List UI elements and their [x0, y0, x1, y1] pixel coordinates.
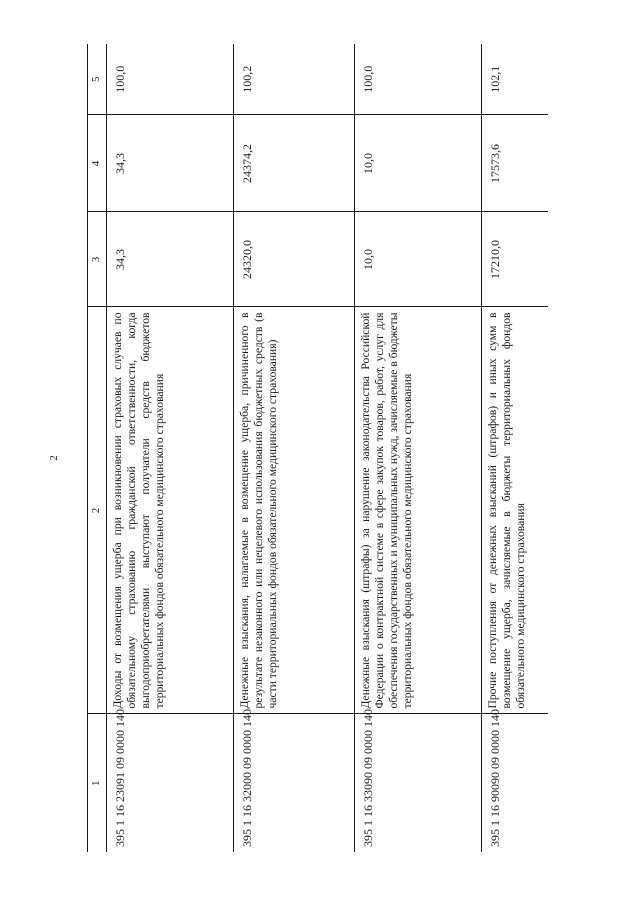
- rotated-table-container: [87, 44, 553, 852]
- table-row: [234, 44, 355, 852]
- header-row: [88, 44, 107, 852]
- header-col-3: 3: [88, 212, 107, 307]
- col5-percent-cell: 100,0: [107, 44, 234, 115]
- table-row: [482, 44, 549, 852]
- col5-percent-cell: 100,0: [355, 44, 482, 115]
- col3-value-cell: 34,3: [107, 212, 234, 307]
- budget-code-cell: 395 1 16 90090 09 0000 140: [482, 714, 549, 852]
- col3-value-cell: 10,0: [355, 212, 482, 307]
- income-name-cell: Прочие поступления от денежных взысканий (штрафов) и иных сумм в возмещение ущерба, зачисляемые в бюджеты территориальных фондов обязательного медицинского страхования: [482, 307, 549, 714]
- income-name-cell: Денежные взыскания, налагаемые в возмещение ущерба, причиненного в результате незаконного или нецелевого использования бюджетных средств (в части территориальных фондов обязательного медицинского страхования): [234, 307, 355, 714]
- table-row: [107, 44, 234, 852]
- header-col-2: 2: [88, 307, 107, 714]
- budget-code-cell: 395 1 16 32000 09 0000 140: [234, 714, 355, 852]
- budget-code-cell: 395 1 16 33090 09 0000 140: [355, 714, 482, 852]
- income-name-cell: Денежные взыскания (штрафы) за нарушение законодательства Российской Федерации о контрактной системе в сфере закупок товаров, работ, услуг для обеспечения государственных и муниципальных нужд, зачисляемые в бюджеты территориальных фондов обязательного медицинского страхования: [355, 307, 482, 714]
- header-col-4: 4: [88, 115, 107, 212]
- col4-value-cell: 24374,2: [234, 115, 355, 212]
- col4-value-cell: 17573,6: [482, 115, 549, 212]
- header-col-1: 1: [88, 714, 107, 852]
- col4-value-cell: 10,0: [355, 115, 482, 212]
- col5-percent-cell: 100,2: [234, 44, 355, 115]
- col3-value-cell: 24320,0: [234, 212, 355, 307]
- col4-value-cell: 34,3: [107, 115, 234, 212]
- header-col-5: 5: [88, 44, 107, 115]
- col3-value-cell: 17210,0: [482, 212, 549, 307]
- budget-code-cell: 395 1 16 23091 09 0000 140: [107, 714, 234, 852]
- income-name-cell: Доходы от возмещения ущерба при возникновении страховых случаев по обязательному страхованию гражданской ответственности, когда выгодоприобретателями выступают получатели средств бюджетов территориальных фондов обязательного медицинского страхования: [107, 307, 234, 714]
- page-number: 2: [48, 455, 60, 461]
- budget-table: [87, 44, 548, 852]
- table-row: [355, 44, 482, 852]
- col5-percent-cell: 102,1: [482, 44, 549, 115]
